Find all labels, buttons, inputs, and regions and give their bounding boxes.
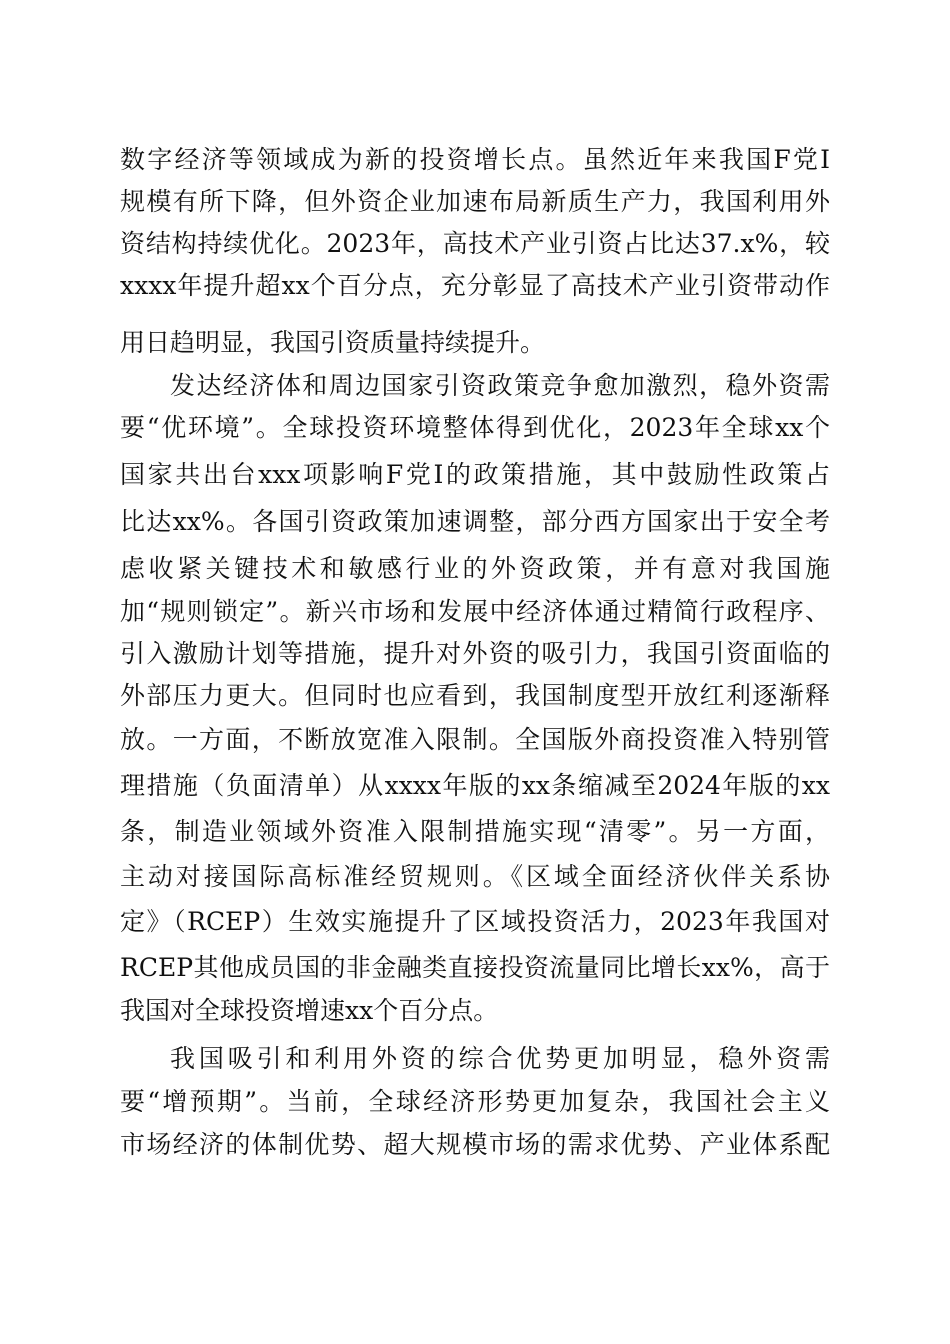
text-line-1: 数字经济等领域成为新的投资增长点。虽然近年来我国F党I <box>120 145 830 174</box>
text-line-5: 用日趋明显，我国引资质量持续提升。 <box>120 328 546 357</box>
text-line-12: 引入激励计划等措施，提升对外资的吸引力，我国引资面临的 <box>120 639 830 668</box>
text-line-15: 理措施（负面清单）从xxxx年版的xx条缩减至2024年版的xx <box>120 771 830 800</box>
text-line-20: 我国对全球投资增速xx个百分点。 <box>120 996 499 1025</box>
text-line-19: RCEP其他成员国的非金融类直接投资流量同比增长xx%，高于 <box>120 953 830 982</box>
text-line-13: 外部压力更大。但同时也应看到，我国制度型开放红利逐渐释 <box>120 681 830 710</box>
text-line-17: 主动对接国际高标准经贸规则。《区域全面经济伙伴关系协 <box>120 862 830 891</box>
text-line-16: 条，制造业领域外资准入限制措施实现“清零”。另一方面， <box>120 817 830 846</box>
text-line-2: 规模有所下降，但外资企业加速布局新质生产力，我国利用外 <box>120 187 830 216</box>
text-line-8: 国家共出台xxx项影响F党I的政策措施，其中鼓励性政策占 <box>120 460 830 489</box>
text-line-11: 加“规则锁定”。新兴市场和发展中经济体通过精简行政程序、 <box>120 597 830 626</box>
text-line-10: 虑收紧关键技术和敏感行业的外资政策，并有意对我国施 <box>120 554 830 583</box>
text-line-7: 要“优环境”。全球投资环境整体得到优化，2023年全球xx个 <box>120 413 830 442</box>
text-line-23: 市场经济的体制优势、超大规模市场的需求优势、产业体系配 <box>120 1130 830 1159</box>
text-line-21: 我国吸引和利用外资的综合优势更加明显，稳外资需 <box>170 1044 830 1073</box>
text-line-9: 比达xx%。各国引资政策加速调整，部分西方国家出于安全考 <box>120 507 830 536</box>
text-line-4: xxxx年提升超xx个百分点，充分彰显了高技术产业引资带动作 <box>120 271 830 300</box>
text-line-14: 放。一方面，不断放宽准入限制。全国版外商投资准入特别管 <box>120 725 830 754</box>
text-line-22: 要“增预期”。当前，全球经济形势更加复杂，我国社会主义 <box>120 1087 830 1116</box>
text-line-6: 发达经济体和周边国家引资政策竞争愈加激烈，稳外资需 <box>170 371 830 400</box>
text-line-3: 资结构持续优化。2023年，高技术产业引资占比达37.x%，较 <box>120 229 830 258</box>
text-line-18: 定》（RCEP）生效实施提升了区域投资活力，2023年我国对 <box>120 907 830 936</box>
